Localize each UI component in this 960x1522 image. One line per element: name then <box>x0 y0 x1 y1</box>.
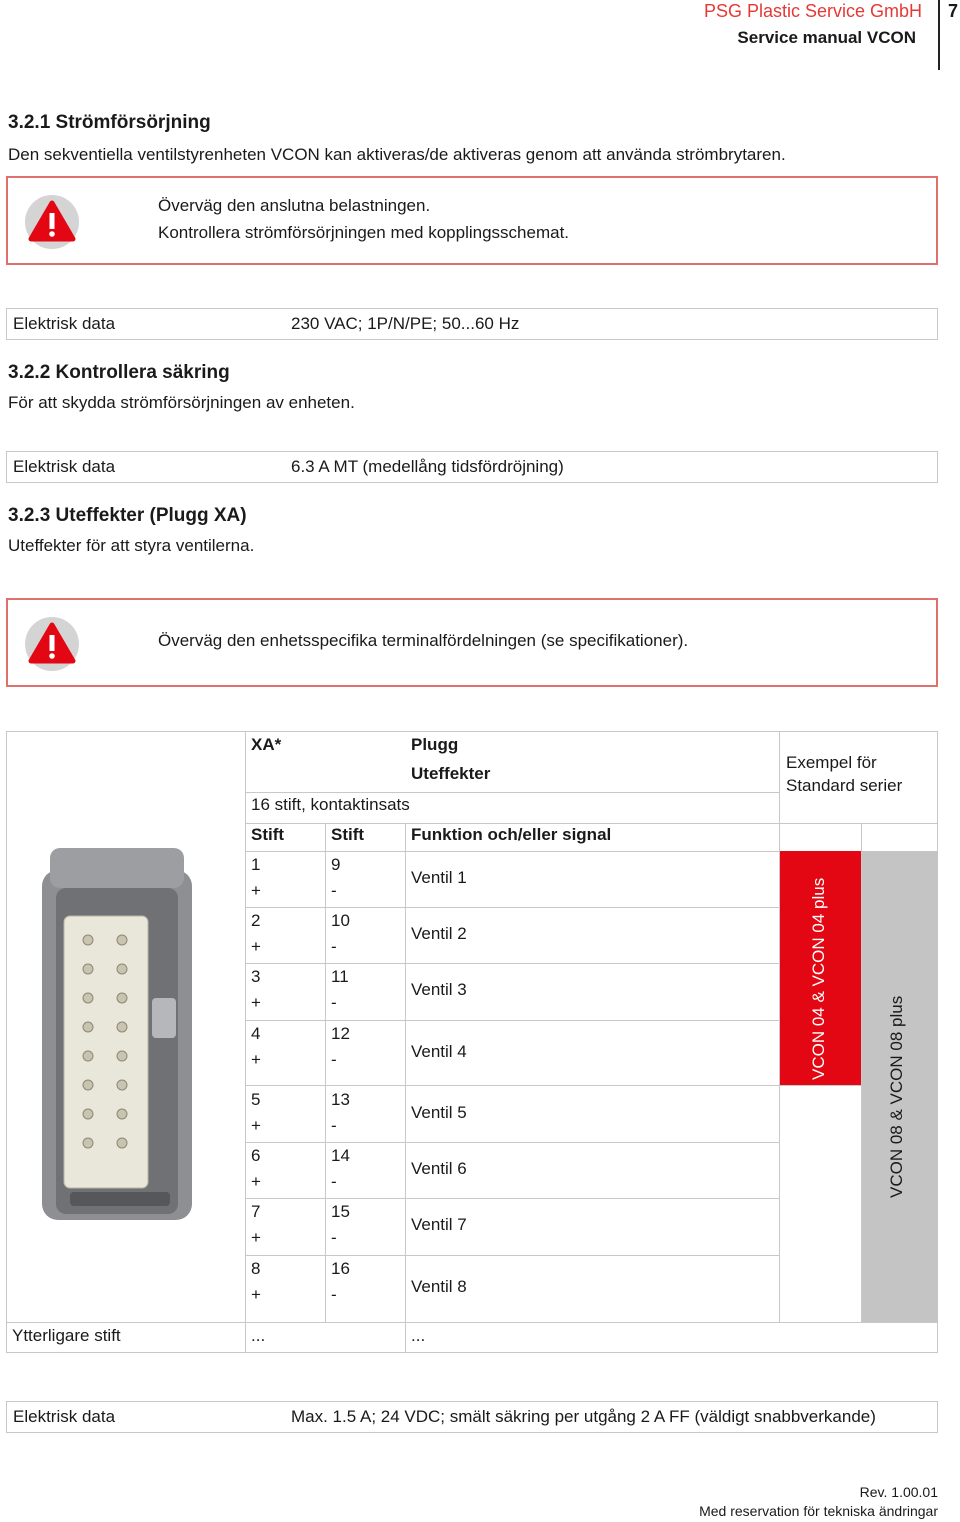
pin-a: 5 <box>251 1090 261 1109</box>
pin-b: 16 <box>331 1259 350 1278</box>
pin-function: Ventil 5 <box>411 1103 467 1122</box>
electrical-data-label: Elektrisk data <box>13 314 116 333</box>
warning-box-outputs <box>6 598 938 687</box>
pin-b-polarity: - <box>331 1228 337 1247</box>
pin-b: 11 <box>331 967 349 986</box>
xa-label: XA* <box>251 735 282 754</box>
warning-icon <box>24 194 80 250</box>
insert-label: 16 stift, kontaktinsats <box>251 795 410 814</box>
pin-b-polarity: - <box>331 1116 337 1135</box>
pin-function: Ventil 6 <box>411 1159 467 1178</box>
pin-b-polarity: - <box>331 993 337 1012</box>
electrical-data-row-fuse <box>6 451 938 483</box>
pin-a-polarity: + <box>251 937 261 956</box>
plugg-label: Plugg <box>411 735 459 754</box>
pin-a-polarity: + <box>251 1050 261 1069</box>
revision: Rev. 1.00.01 <box>859 1484 938 1500</box>
pin-a: 2 <box>251 911 261 930</box>
warning-icon <box>24 616 80 672</box>
col-function: Funktion och/eller signal <box>411 825 612 844</box>
vcon04-label: VCON 04 & VCON 04 plus <box>809 877 828 1080</box>
example-line-1: Exempel för <box>786 753 877 772</box>
connector-image <box>40 848 210 1228</box>
pin-b-polarity: - <box>331 1285 337 1304</box>
pin-a-polarity: + <box>251 1172 261 1191</box>
pin-a: 1 <box>251 855 261 874</box>
section-title-power: 3.2.1 Strömförsörjning <box>8 112 211 133</box>
section-text-outputs: Uteffekter för att styra ventilerna. <box>8 536 255 555</box>
pin-a: 3 <box>251 967 261 986</box>
pin-a-polarity: + <box>251 1228 261 1247</box>
extra-pins-b: ... <box>411 1326 426 1345</box>
pin-function: Ventil 8 <box>411 1277 467 1296</box>
warning-box-power <box>6 176 938 265</box>
warning-line-1: Överväg den anslutna belastningen. <box>158 196 431 215</box>
section-title-outputs: 3.2.3 Uteffekter (Plugg XA) <box>8 505 247 526</box>
electrical-data-value: 6.3 A MT (medellång tidsfördröjning) <box>291 457 564 476</box>
warning-line: Överväg den enhetsspecifika terminalfördelningen (se specifikationer). <box>158 631 689 650</box>
pin-b-polarity: - <box>331 937 337 956</box>
pin-function: Ventil 2 <box>411 924 467 943</box>
section-text-fuse: För att skydda strömförsörjningen av enheten. <box>8 393 355 412</box>
extra-pins-label: Ytterligare stift <box>12 1326 121 1345</box>
electrical-data-label: Elektrisk data <box>13 1407 116 1426</box>
pin-a: 8 <box>251 1259 261 1278</box>
extra-pins-a: ... <box>251 1326 266 1345</box>
page-number: 7 <box>948 1 959 21</box>
header-divider <box>938 0 940 70</box>
pin-b-polarity: - <box>331 1172 337 1191</box>
electrical-data-value: Max. 1.5 A; 24 VDC; smält säkring per utgång 2 A FF (väldigt snabbverkande) <box>291 1407 876 1426</box>
col-stift-1: Stift <box>251 825 285 844</box>
pin-b: 12 <box>331 1024 350 1043</box>
pin-a-polarity: + <box>251 1116 261 1135</box>
warning-line-2: Kontrollera strömförsörjningen med kopplingsschemat. <box>158 223 570 242</box>
pin-function: Ventil 1 <box>411 868 467 887</box>
electrical-data-label: Elektrisk data <box>13 457 116 476</box>
pin-b-polarity: - <box>331 1050 337 1069</box>
pin-a-polarity: + <box>251 1285 261 1304</box>
pin-b: 9 <box>331 855 341 874</box>
uteffekter-label: Uteffekter <box>411 764 491 783</box>
electrical-data-value: 230 VAC; 1P/N/PE; 50...60 Hz <box>291 314 520 333</box>
pin-function: Ventil 7 <box>411 1215 467 1234</box>
company-name: PSG Plastic Service GmbH <box>703 1 922 21</box>
pin-b: 14 <box>331 1146 350 1165</box>
example-line-2: Standard serier <box>786 776 903 795</box>
section-text-power: Den sekventiella ventilstyrenheten VCON kan aktiveras/de aktiveras genom att använda strömbrytaren. <box>8 145 786 164</box>
pin-a: 4 <box>251 1024 261 1043</box>
pin-a-polarity: + <box>251 881 261 900</box>
pin-function: Ventil 3 <box>411 980 467 999</box>
pin-a-polarity: + <box>251 993 261 1012</box>
electrical-data-row-power <box>6 308 938 340</box>
pin-a: 6 <box>251 1146 261 1165</box>
pin-b: 10 <box>331 911 350 930</box>
pin-b: 15 <box>331 1202 350 1221</box>
footer-note: Med reservation för tekniska ändringar <box>699 1503 938 1519</box>
col-stift-2: Stift <box>331 825 365 844</box>
vcon08-label: VCON 08 & VCON 08 plus <box>887 995 906 1198</box>
pin-b-polarity: - <box>331 881 337 900</box>
electrical-data-row-outputs <box>6 1401 938 1433</box>
manual-title: Service manual VCON <box>737 28 916 47</box>
section-title-fuse: 3.2.2 Kontrollera säkring <box>8 362 230 383</box>
pin-a: 7 <box>251 1202 261 1221</box>
pin-b: 13 <box>331 1090 350 1109</box>
pin-function: Ventil 4 <box>411 1042 467 1061</box>
